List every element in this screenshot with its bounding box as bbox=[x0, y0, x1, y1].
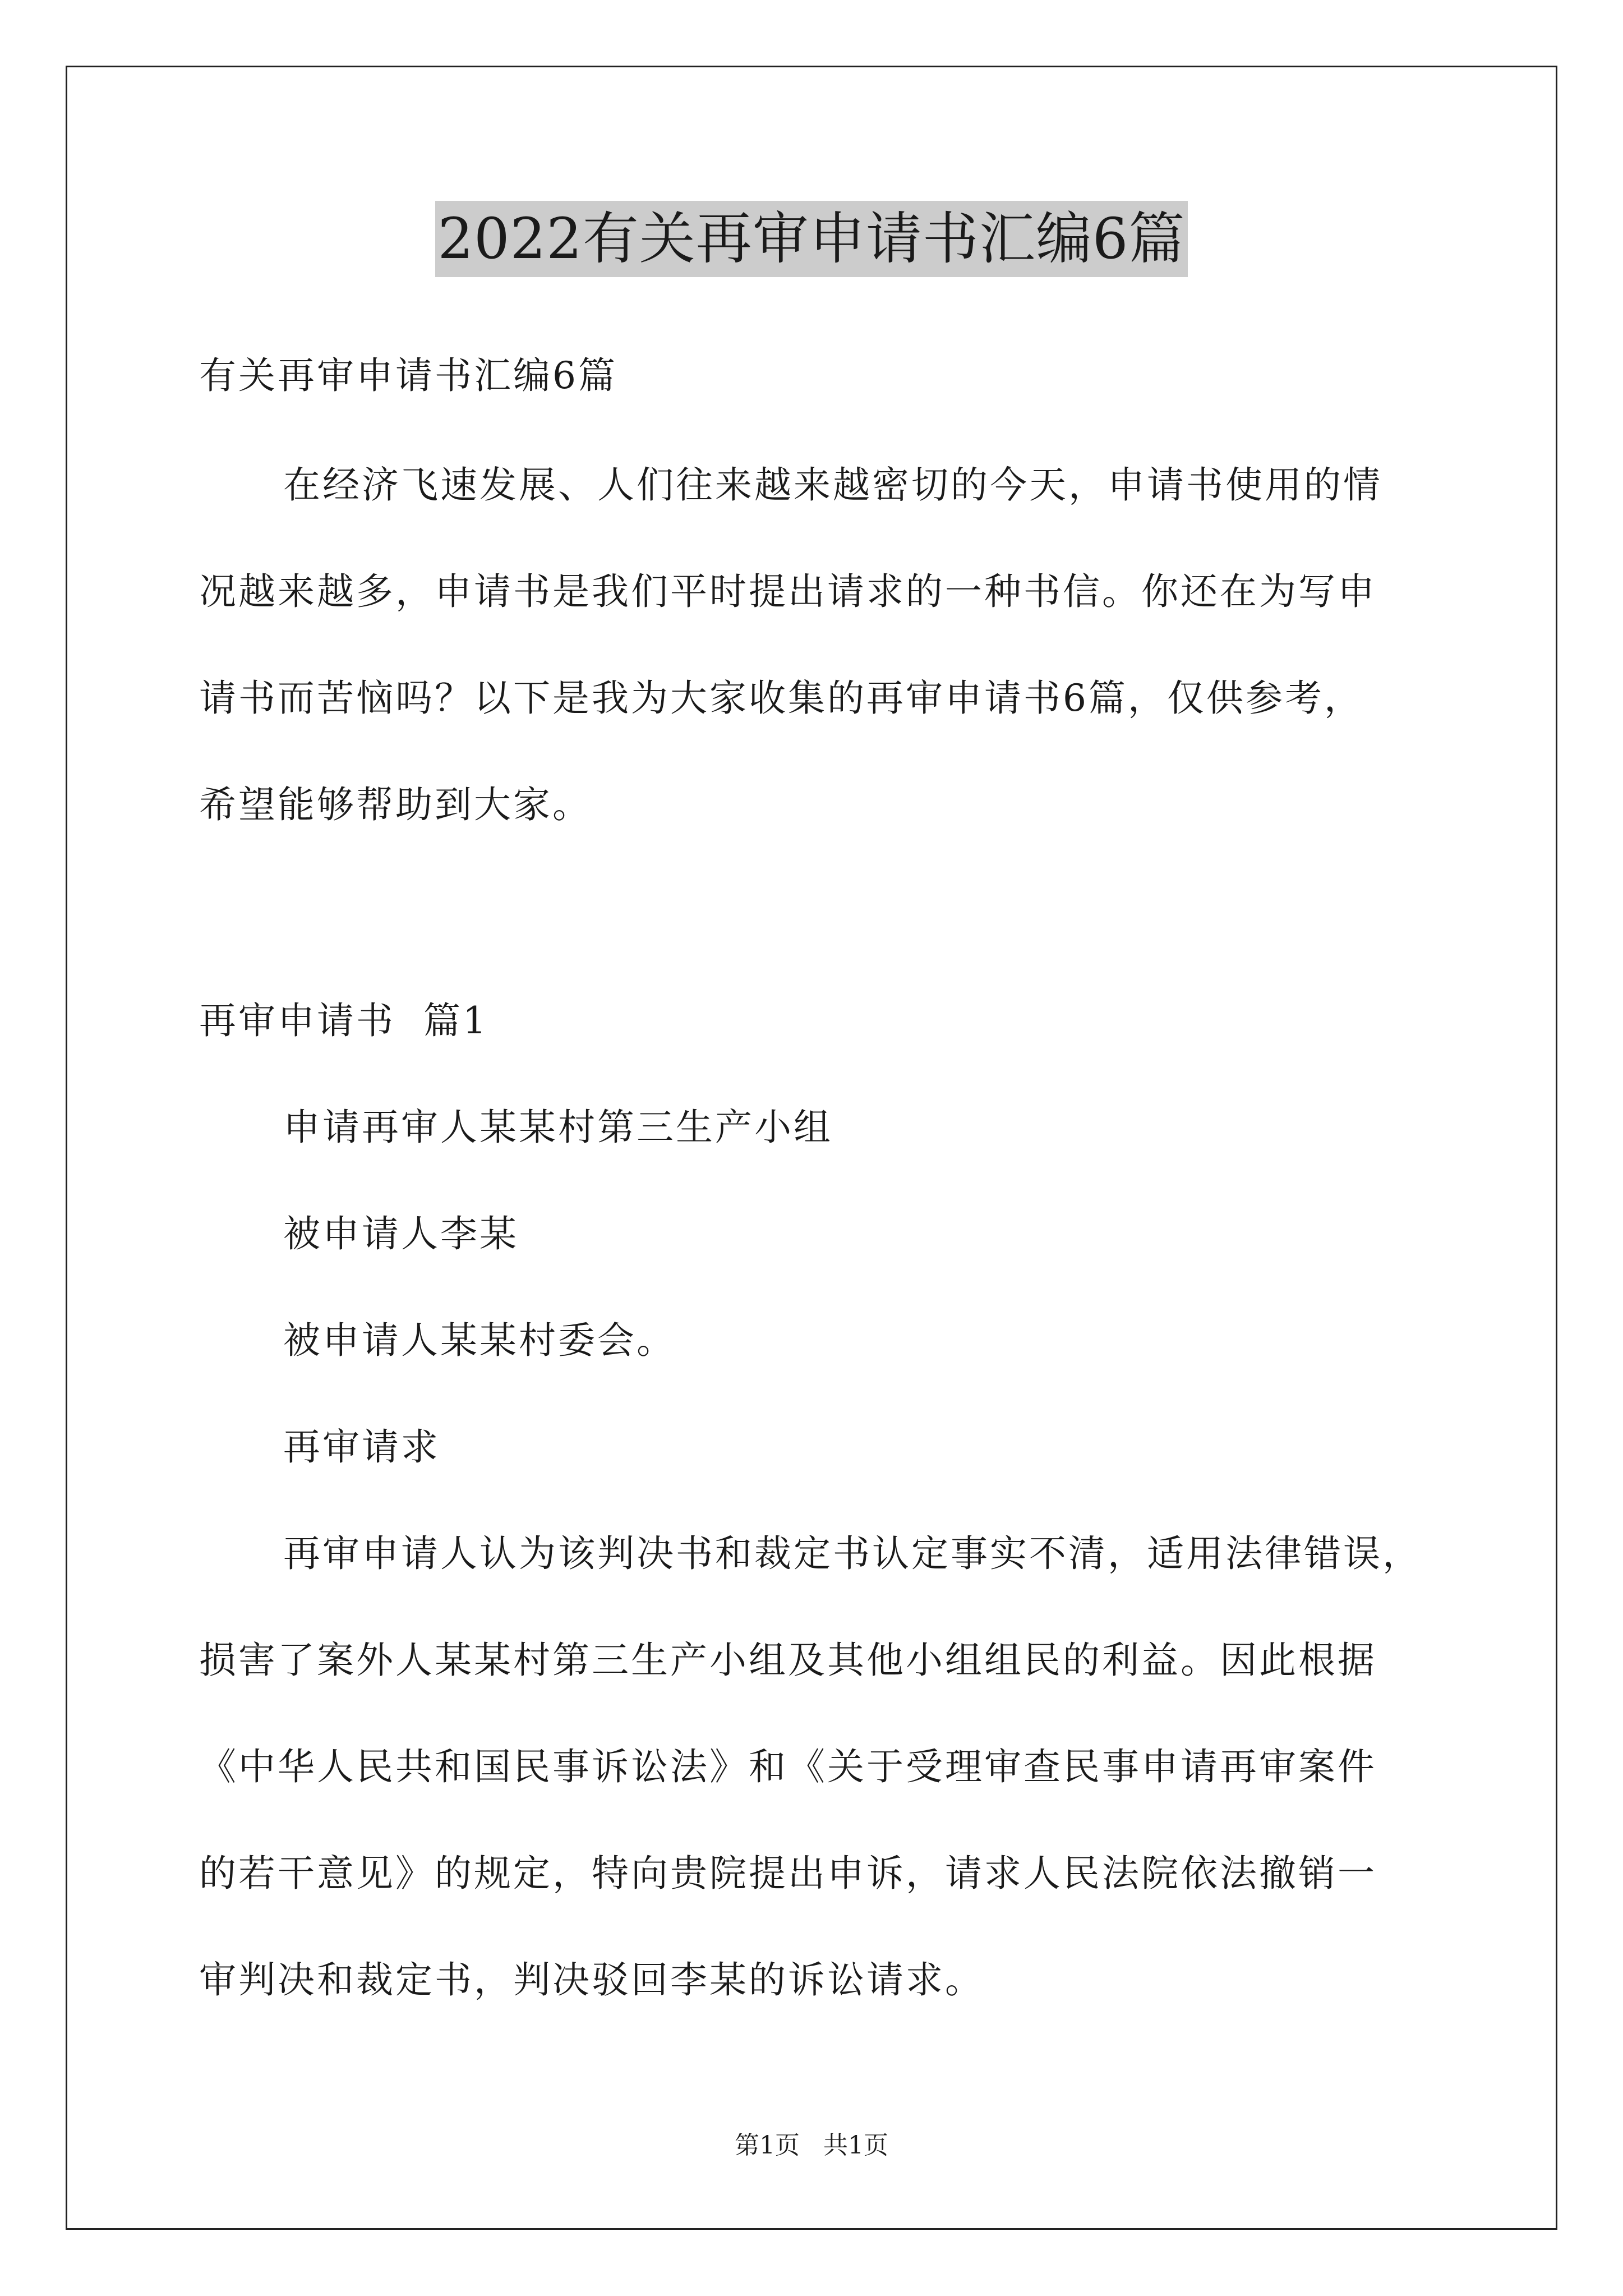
intro-line: 在经济飞速发展、人们往来越来越密切的今天，申请书使用的情 bbox=[283, 463, 1382, 507]
intro-line: 请书而苦恼吗？以下是我为大家收集的再审申请书6篇，仅供参考， bbox=[199, 677, 1363, 720]
intro-line: 况越来越多，申请书是我们平时提出请求的一种书信。你还在为写申 bbox=[199, 570, 1377, 613]
request-line: 的若干意见》的规定，特向贵院提出申诉，请求人民法院依法撤销一 bbox=[199, 1852, 1377, 1895]
document-subtitle: 有关再审申请书汇编6篇 bbox=[199, 354, 617, 397]
party-line: 被申请人某某村委会。 bbox=[283, 1319, 676, 1362]
request-heading: 再审请求 bbox=[283, 1425, 440, 1469]
section-heading: 再审申请书 篇1 bbox=[199, 999, 488, 1042]
title-container bbox=[0, 201, 1623, 277]
request-line: 损害了案外人某某村第三生产小组及其他小组组民的利益。因此根据 bbox=[199, 1639, 1377, 1682]
request-line: 《中华人民共和国民事诉讼法》和《关于受理审查民事申请再审案件 bbox=[199, 1745, 1377, 1788]
page-footer: 第1页 共1页 bbox=[735, 2131, 888, 2160]
request-line: 审判决和裁定书，判决驳回李某的诉讼请求。 bbox=[199, 1958, 984, 2001]
document-title: 2022有关再审申请书汇编6篇 bbox=[435, 201, 1187, 277]
party-line: 申请再审人某某村第三生产小组 bbox=[283, 1106, 833, 1149]
request-line: 再审申请人认为该判决书和裁定书认定事实不清，适用法律错误， bbox=[283, 1532, 1422, 1575]
party-line: 被申请人李某 bbox=[283, 1212, 519, 1255]
intro-line: 希望能够帮助到大家。 bbox=[199, 783, 592, 826]
